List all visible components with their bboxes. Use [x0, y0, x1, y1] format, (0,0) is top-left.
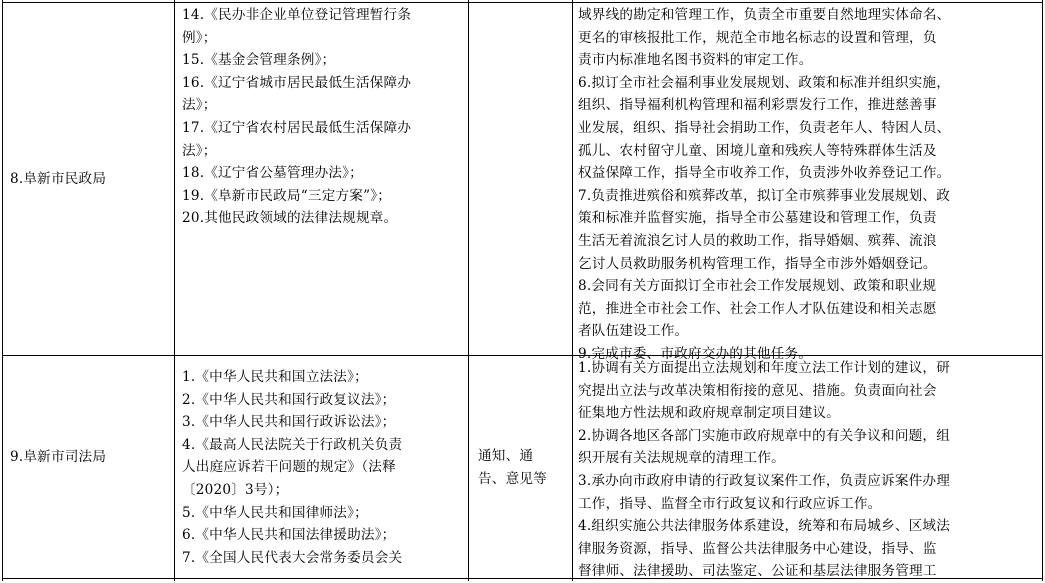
duty-line: 业发展，组织、指导社会捐助工作，负责老年人、特困人员、 — [578, 119, 951, 136]
law-list — [182, 4, 466, 230]
duty-line: 域界线的勘定和管理工作，负责全市重要自然地理实体命名、 — [578, 7, 951, 23]
law-item: 人出庭应诉若干问题的规定》（法释 — [182, 459, 396, 476]
duty-list — [578, 4, 1040, 366]
law-item: 14.《民办非企业单位登记管理暂行条 — [182, 7, 412, 23]
law-item: 17.《辽宁省农村居民最低生活保障办 — [182, 119, 412, 136]
law-item: 1.《中华人民共和国立法法》； — [182, 369, 368, 385]
duty-line: 8.会同有关方面拟订全市社会工作发展规划、政策和职业规 — [578, 278, 937, 295]
duty-line: 3.承办向市政府申请的行政复议案件工作，负责应诉案件办理 — [578, 472, 951, 489]
duty-line: 乞讨人员救助服务机构管理工作，指导全市涉外婚姻登记。 — [578, 255, 937, 272]
law-item: 〔2020〕3号）； — [182, 481, 289, 498]
duty-line: 6.拟订全市社会福利事业发展规划、政策和标准并组织实施， — [578, 74, 951, 91]
law-item: 3.《中华人民共和国行政诉讼法》； — [182, 414, 396, 431]
duty-line: 4.组织实施公共法律服务体系建设，统筹和布局城乡、区域法 — [578, 518, 951, 535]
law-item: 6.《中华人民共和国法律援助法》； — [182, 527, 396, 544]
law-item: 5.《中华人民共和国律师法》； — [182, 504, 368, 521]
law-item: 例》； — [182, 29, 217, 46]
law-list — [182, 366, 466, 569]
duty-line: 究提出立法与改革决策相衔接的意见、措施。负责面向社会 — [578, 382, 937, 399]
document-type-line: 告、意见等 — [478, 470, 547, 487]
duty-line: 2.协调各地区各部门实施市政府规章中的有关争议和问题，组 — [578, 427, 951, 444]
document-type — [478, 445, 570, 490]
law-item: 4.《最高人民法院关于行政机关负责 — [182, 436, 403, 453]
duty-line: 组织、指导福利机构管理和福利彩票发行工作，推进慈善事 — [578, 97, 937, 114]
document-type-line: 通知、通 — [478, 448, 534, 464]
duty-line: 7.负责推进殡俗和殡葬改革，拟订全市殡葬事业发展规划、政 — [578, 187, 951, 204]
law-item: 18.《辽宁省公墓管理办法》； — [182, 165, 363, 182]
duty-line: 更名的审核报批工作，规范全市地名标志的设置和管理，负 — [578, 29, 937, 46]
duty-line: 9.完成市委、市政府交办的其他任务。 — [578, 345, 813, 362]
col-divider-2 — [468, 0, 469, 581]
col-divider-1 — [174, 0, 175, 581]
duty-line: 范，推进全市社会工作、社会工作人才队伍建设和相关志愿 — [578, 300, 937, 317]
law-item: 16.《辽宁省城市居民最低生活保障办 — [182, 74, 412, 91]
duty-list — [578, 357, 1040, 583]
col-border-right — [1042, 0, 1043, 581]
duty-line: 生活无着流浪乞讨人员的救助工作，指导婚姻、殡葬、流浪 — [578, 232, 937, 249]
law-item: 15.《基金会管理条例》； — [182, 52, 336, 69]
law-item: 19.《阜新市民政局“三定方案”》； — [182, 187, 392, 204]
duty-line: 1.协调有关方面提出立法规划和年度立法工作计划的建议，研 — [578, 360, 951, 376]
duty-line: 织开展有关法规规章的清理工作。 — [578, 450, 785, 467]
department-name: 8.阜新市民政局 — [10, 171, 107, 187]
duty-line: 者队伍建设工作。 — [578, 323, 689, 340]
duty-line: 孤儿、农村留守儿童、困境儿童和残疾人等特殊群体生活及 — [578, 142, 937, 159]
duty-line: 工作，指导、监督全市行政复议和行政应诉工作。 — [578, 495, 882, 512]
department-name: 9.阜新市司法局 — [10, 449, 107, 465]
duty-line: 督律师、法律援助、司法鉴定、公证和基层法律服务管理工 — [578, 563, 937, 580]
duty-line: 权益保障工作，指导全市收养工作，负责涉外收养登记工作。 — [578, 165, 951, 182]
duty-line: 责市内标准地名图书资料的审定工作。 — [578, 52, 813, 69]
law-item: 2.《中华人民共和国行政复议法》； — [182, 391, 396, 408]
law-item: 20.其他民政领域的法律法规规章。 — [182, 210, 398, 227]
law-item: 法》； — [182, 97, 217, 114]
law-item: 法》； — [182, 142, 217, 159]
duty-line: 律服务资源，指导、监督公共法律服务中心建设，指导、监 — [578, 540, 937, 557]
col-divider-3 — [572, 0, 573, 581]
table-top-border — [2, 2, 1043, 3]
duty-line: 策和标准并监督实施，指导全市公墓建设和管理工作，负责 — [578, 210, 937, 227]
col-border-left — [2, 0, 3, 581]
duty-line: 征集地方性法规和政府规章制定项目建议。 — [578, 405, 841, 422]
law-item: 7.《全国人民代表大会常务委员会关 — [182, 549, 403, 566]
